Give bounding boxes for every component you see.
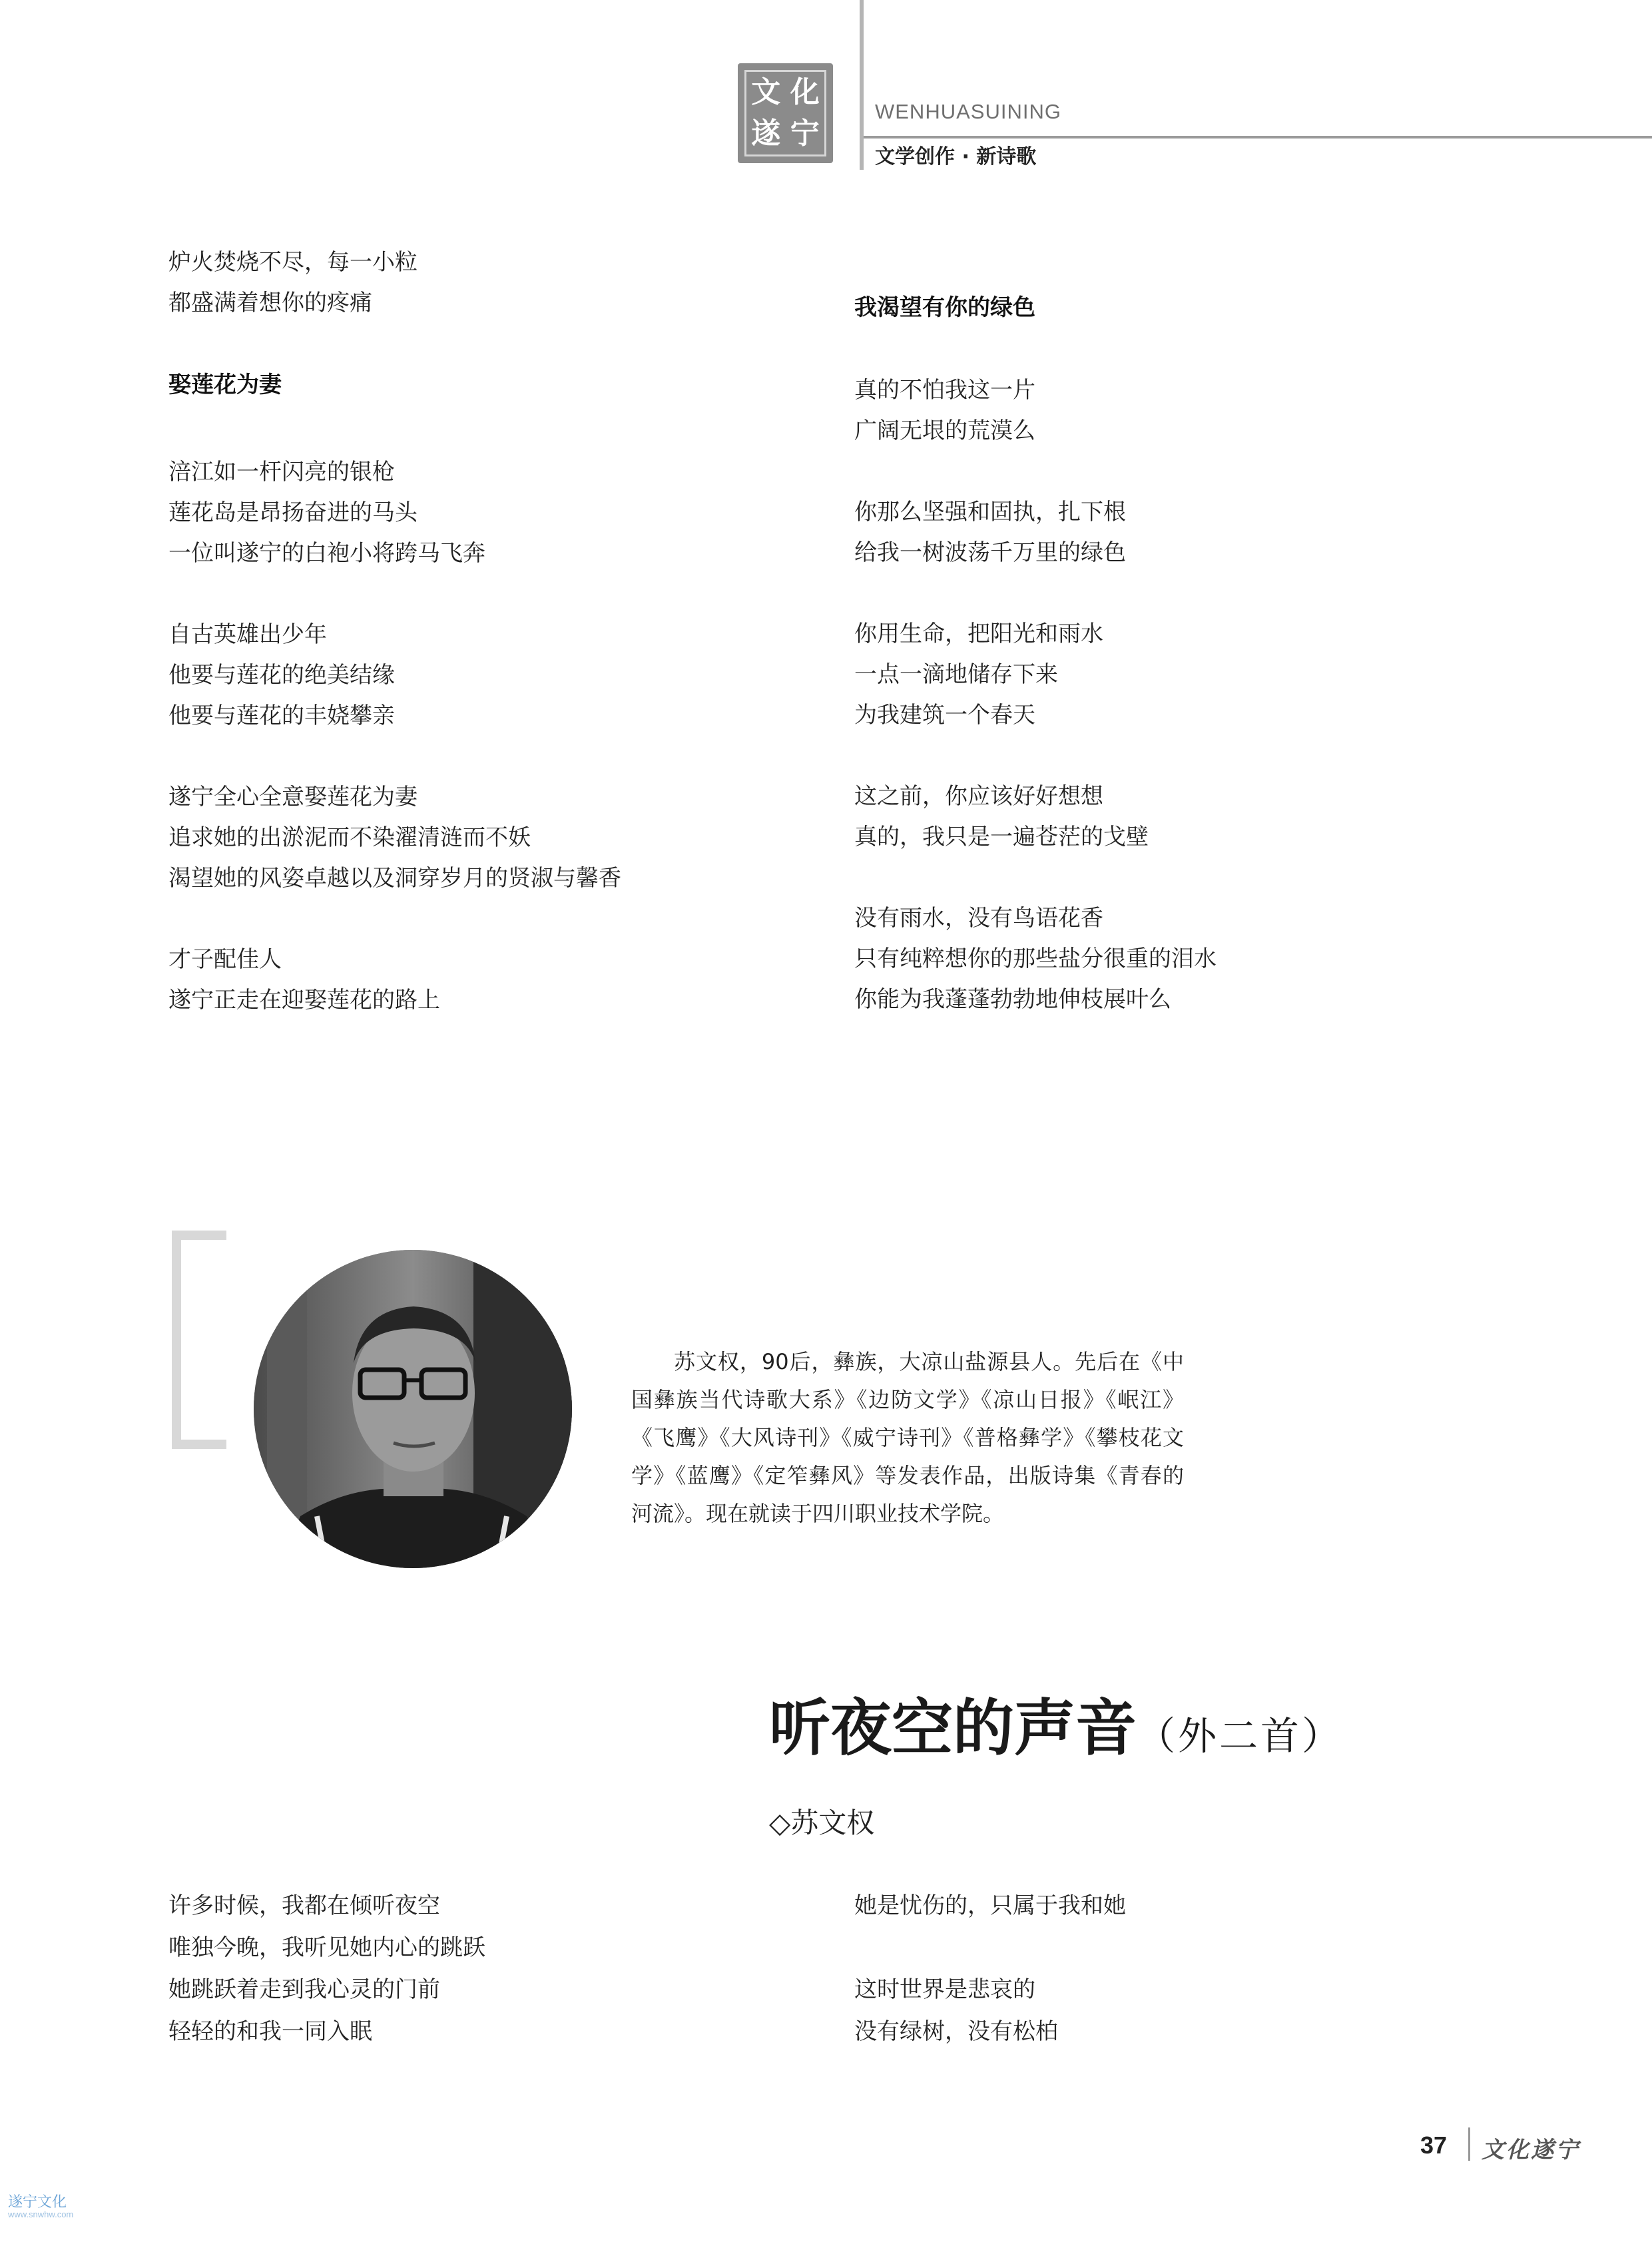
poem-line: 这之前，你应该好好想想 [854, 783, 1103, 810]
logo-char: 宁 [790, 117, 820, 150]
poem-line: 都盛满着想你的疼痛 [168, 290, 372, 316]
poem-line: 莲花岛是昂扬奋进的马头 [168, 499, 417, 526]
poem-line: 这时世界是悲哀的 [854, 1976, 1035, 2003]
poem-line: 唯独今晚，我听见她内心的跳跃 [168, 1934, 485, 1961]
logo-char: 文 [751, 75, 781, 109]
poem-line: 涪江如一杆闪亮的银枪 [168, 459, 395, 485]
poem-line: 只有纯粹想你的那些盐分很重的泪水 [854, 946, 1217, 972]
header-section-label: 文学创作 · 新诗歌 [875, 145, 1037, 168]
magazine-logo [738, 63, 833, 163]
poem-line: 自古英雄出少年 [168, 621, 327, 648]
author-byline: ◇苏文权 [769, 1807, 875, 1839]
poem-line: 一点一滴地储存下来 [854, 661, 1058, 688]
poem-line: 遂宁正走在迎娶莲花的路上 [168, 987, 440, 1013]
article-subtitle: （外二首） [1137, 1713, 1344, 1759]
poem-line: 一位叫遂宁的白袍小将跨马飞奔 [168, 540, 485, 567]
author-portrait [254, 1250, 572, 1568]
poem-line: 你那么坚强和固执，扎下根 [854, 499, 1126, 525]
poem-line: 追求她的出淤泥而不染濯清涟而不妖 [168, 824, 531, 851]
poem-line: 给我一树波荡千万里的绿色 [854, 539, 1126, 566]
poem-line: 真的不怕我这一片 [854, 377, 1035, 404]
logo-char: 化 [790, 75, 820, 109]
header-latin-name: WENHUASUINING [875, 100, 1061, 123]
author-bio: 苏文权，90后，彝族，大凉山盐源县人。先后在《中国彝族当代诗歌大系》《边防文学》《凉山日报》《岷江》《飞鹰》《大风诗刊》《威宁诗刊》《普格彝学》《攀枝花文学》《蓝鹰》《定笮彝风》等发表作品，出版诗集《青春的河流》。现在就读于四川职业技术学院。 [631, 1349, 1184, 1526]
poem-line: 炉火焚烧不尽，每一小粒 [168, 249, 417, 276]
page-number: 37 [1420, 2131, 1448, 2159]
article-title [769, 1692, 1344, 1764]
decorative-bracket [172, 1231, 226, 1449]
portrait-image [254, 1250, 572, 1568]
poem-line: 为我建筑一个春天 [854, 702, 1035, 728]
site-watermark-url: www.snwhw.com [8, 2209, 74, 2219]
poem-line: 渴望她的风姿卓越以及洞穿岁月的贤淑与馨香 [168, 865, 621, 892]
poem-line: 她是忧伤的，只属于我和她 [854, 1892, 1126, 1919]
poem-title: 我渴望有你的绿色 [854, 294, 1035, 321]
footer-brand: 文化遂宁 [1482, 2137, 1580, 2163]
poem-line: 许多时候，我都在倾听夜空 [168, 1892, 440, 1919]
header-horizontal-rule [864, 136, 1652, 139]
poem-line: 遂宁全心全意娶莲花为妻 [168, 784, 417, 810]
poem-title: 娶莲花为妻 [168, 372, 282, 398]
poem-line: 他要与莲花的绝美结缘 [168, 662, 395, 689]
footer-divider [1468, 2127, 1470, 2161]
poem-line: 没有雨水，没有鸟语花香 [854, 905, 1103, 932]
poem-line: 你用生命，把阳光和雨水 [854, 621, 1103, 647]
poem-line: 广阔无垠的荒漠么 [854, 418, 1035, 444]
logo-char: 遂 [751, 117, 781, 150]
site-watermark: 遂宁文化 [8, 2194, 67, 2211]
header-vertical-rule [860, 0, 864, 170]
poem-line: 她跳跃着走到我心灵的门前 [168, 1976, 440, 2003]
poem-line: 才子配佳人 [168, 946, 282, 973]
poem-line: 你能为我蓬蓬勃勃地伸枝展叶么 [854, 986, 1171, 1013]
poem-line: 没有绿树，没有松柏 [854, 2018, 1058, 2045]
article-title-text: 听夜空的声音 [769, 1692, 1137, 1764]
poem-line: 他要与莲花的丰娆攀亲 [168, 702, 395, 729]
poem-line: 真的，我只是一遍苍茫的戈壁 [854, 824, 1149, 850]
poem-line: 轻轻的和我一同入眠 [168, 2018, 372, 2045]
